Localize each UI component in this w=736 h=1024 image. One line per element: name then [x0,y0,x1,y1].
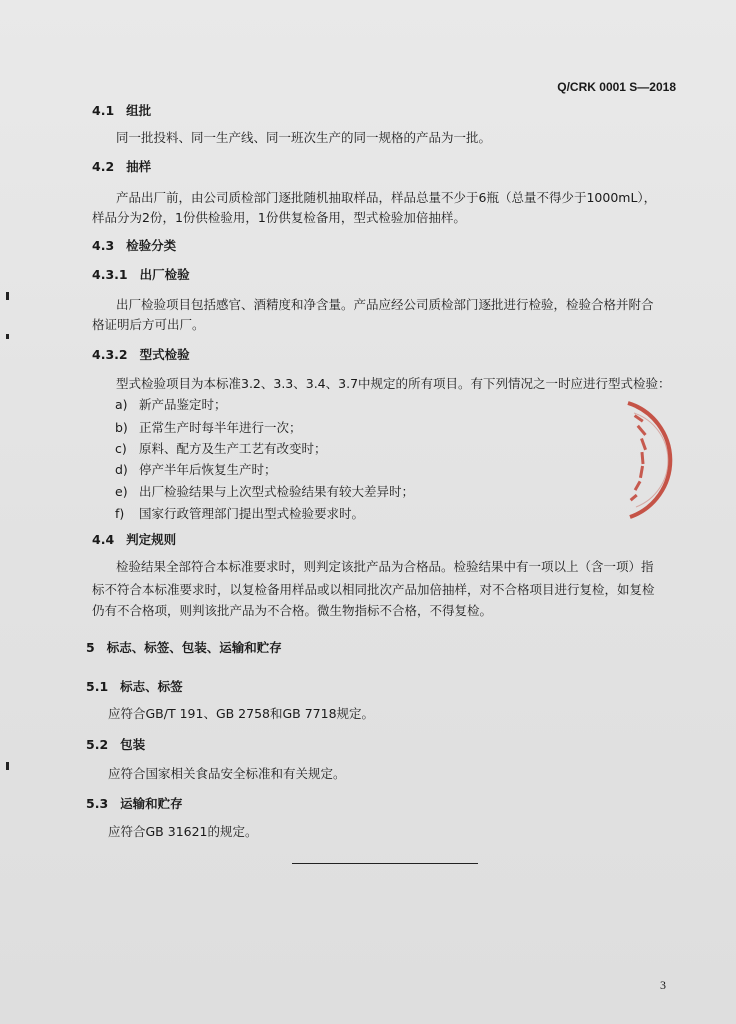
heading-4-3 [92,236,176,254]
list-text: 正常生产时每半年进行一次； [139,420,302,435]
section-number: 4.3 [92,238,115,253]
section-number: 5 [86,640,95,655]
section-title: 检验分类 [126,238,177,253]
paragraph-4-1: 同一批投料、同一生产线、同一班次生产的同一规格的产品为一批。 [116,130,492,145]
section-number: 5.3 [86,796,109,811]
paragraph-5-2: 应符合国家相关食品安全标准和有关规定。 [108,766,346,781]
list-marker: b) [115,420,128,435]
scan-mark [6,334,9,339]
list-marker: c) [115,441,127,456]
list-marker: f) [115,506,125,521]
heading-5-3 [86,794,183,812]
list-text: 原料、配方及生产工艺有改变时； [139,441,327,456]
heading-4-1 [92,101,151,119]
section-number: 4.3.2 [92,347,128,362]
list-item-e [115,482,414,500]
list-item-f [115,504,364,522]
heading-5-2 [86,735,145,753]
paragraph-4-4-line-1: 检验结果全部符合本标准要求时，则判定该批产品为合格品。检验结果中有一项以上（含一项）指 [116,559,654,574]
paragraph-4-3-2-intro: 型式检验项目为本标准3.2、3.3、3.4、3.7中规定的所有项目。有下列情况之一时应进行型式检验： [116,376,671,391]
list-text: 新产品鉴定时； [139,397,227,412]
list-text: 出厂检验结果与上次型式检验结果有较大差异时； [139,484,415,499]
paragraph-5-3: 应符合GB 31621的规定。 [108,824,258,839]
heading-5 [86,638,282,656]
list-item-a [115,395,227,413]
section-title: 判定规则 [126,532,177,547]
paragraph-4-2-line-1: 产品出厂前，由公司质检部门逐批随机抽取样品，样品总量不少于6瓶（总量不得少于1000mL）， [116,190,657,205]
page-number: 3 [660,978,666,992]
section-title: 抽样 [126,159,152,174]
company-seal-stamp [600,395,680,525]
list-marker: e) [115,484,128,499]
section-title: 标志、标签 [120,679,183,694]
paragraph-4-4-line-3: 仍有不合格项，则判该批产品为不合格。微生物指标不合格，不得复检。 [92,603,493,618]
list-marker: a) [115,397,128,412]
section-number: 4.3.1 [92,267,128,282]
section-number: 5.1 [86,679,109,694]
section-number: 5.2 [86,737,109,752]
heading-4-3-2 [92,345,190,363]
section-title: 出厂检验 [139,267,190,282]
scan-mark [6,292,9,300]
paragraph-4-3-1-line-1: 出厂检验项目包括感官、酒精度和净含量。产品应经公司质检部门逐批进行检验，检验合格并附合 [116,297,654,312]
heading-5-1 [86,677,183,695]
heading-4-2 [92,157,151,175]
heading-4-3-1 [92,265,190,283]
list-text: 停产半年后恢复生产时； [139,462,277,477]
section-number: 4.2 [92,159,115,174]
section-title: 组批 [126,103,152,118]
document-code: Q/CRK 0001 S—2018 [557,80,676,94]
list-item-b [115,418,302,436]
list-item-c [115,439,327,457]
list-text: 国家行政管理部门提出型式检验要求时。 [139,506,365,521]
section-title: 运输和贮存 [120,796,183,811]
list-item-d [115,460,277,478]
paragraph-4-2-line-2: 样品分为2份，1份供检验用，1份供复检备用，型式检验加倍抽样。 [92,210,466,225]
paragraph-4-4-line-2: 标不符合本标准要求时，以复检备用样品或以相同批次产品加倍抽样，对不合格项目进行复检，如复检 [92,582,655,597]
scan-mark [6,762,9,770]
paragraph-5-1: 应符合GB/T 191、GB 2758和GB 7718规定。 [108,706,375,721]
section-number: 4.4 [92,532,115,547]
heading-4-4 [92,530,176,548]
paragraph-4-3-1-line-2: 格证明后方可出厂。 [92,317,205,332]
list-marker: d) [115,462,128,477]
end-rule [292,863,478,864]
section-title: 型式检验 [139,347,190,362]
section-title: 包装 [120,737,146,752]
section-number: 4.1 [92,103,115,118]
section-title: 标志、标签、包装、运输和贮存 [106,640,282,655]
